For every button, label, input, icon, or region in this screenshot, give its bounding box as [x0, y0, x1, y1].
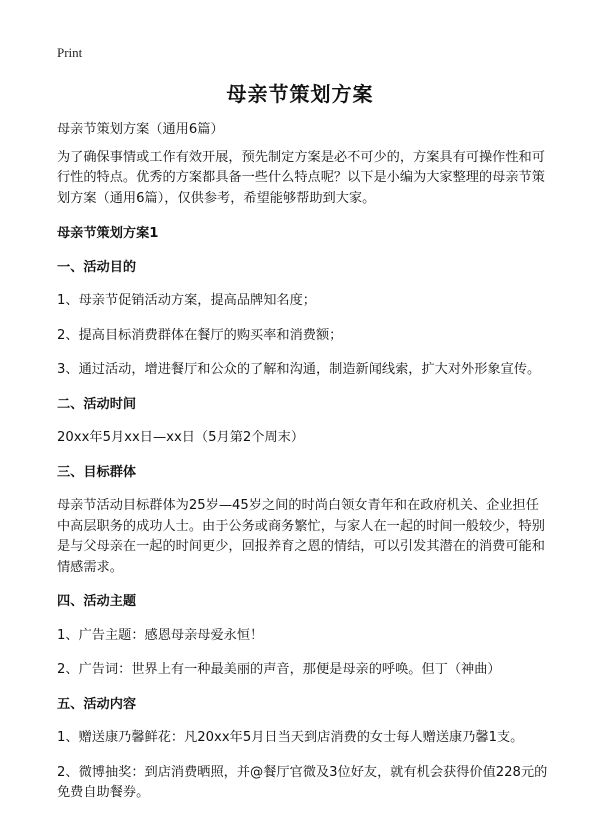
theme-item-1: 1、广告主题：感恩母亲母爱永恒！ — [57, 627, 264, 643]
purpose-item-2: 2、提高目标消费群体在餐厅的购买率和消费额； — [57, 327, 343, 343]
theme-item-2: 2、广告词：世界上有一种最美丽的声音，那便是母亲的呼唤。但丁（神曲） — [57, 662, 501, 677]
audience-text: 母亲节活动目标群体为25岁—45岁之间的时尚白领女青年和在政府机关、企业担任中高层职务的成功人士。由于公务或商务繁忙，与家人在一起的时间一般较少，特别是与父母亲在一起的时间更少，回报养育之恩的情结，可以引发其潜在的消费可能和情感需求。 — [57, 498, 545, 575]
print-link[interactable]: Print — [57, 45, 83, 60]
purpose-item-1: 1、母亲节促销活动方案，提高品牌知名度； — [57, 293, 316, 308]
purpose-item-3: 3、通过活动，增进餐厅和公众的了解和沟通，制造新闻线索，扩大对外形象宣传。 — [57, 362, 541, 377]
document-body — [57, 120, 552, 818]
section-heading-audience: 三、目标群体 — [57, 464, 137, 480]
content-item-1: 1、赠送康乃馨鲜花：凡20xx年5月日当天到店消费的女士每人赠送康乃馨1支。 — [57, 730, 524, 745]
section-heading-theme: 四、活动主题 — [57, 594, 137, 609]
content-item-2: 2、微博抽奖：到店消费晒照，并@餐厅官微及3位好友，就有机会获得价值228元的免费自助餐券。 — [57, 764, 548, 800]
intro-paragraph: 为了确保事情或工作有效开展，预先制定方案是必不可少的，方案具有可操作性和可行性的特点。优秀的方案都具备一些什么特点呢？以下是小编为大家整理的母亲节策划方案（通用6篇），仅供参考，希望能够帮助到大家。 — [57, 149, 545, 206]
time-text: 20xx年5月xx日—xx日（5月第2个周末） — [57, 430, 305, 445]
section-heading-time: 二、活动时间 — [57, 396, 137, 412]
section-heading-purpose: 一、活动目的 — [57, 259, 137, 275]
section-heading-content: 五、活动内容 — [57, 696, 137, 712]
plan-heading: 母亲节策划方案1 — [57, 226, 159, 241]
page-title: 母亲节策划方案 — [226, 82, 374, 106]
document-subtitle: 母亲节策划方案（通用6篇） — [57, 122, 224, 137]
